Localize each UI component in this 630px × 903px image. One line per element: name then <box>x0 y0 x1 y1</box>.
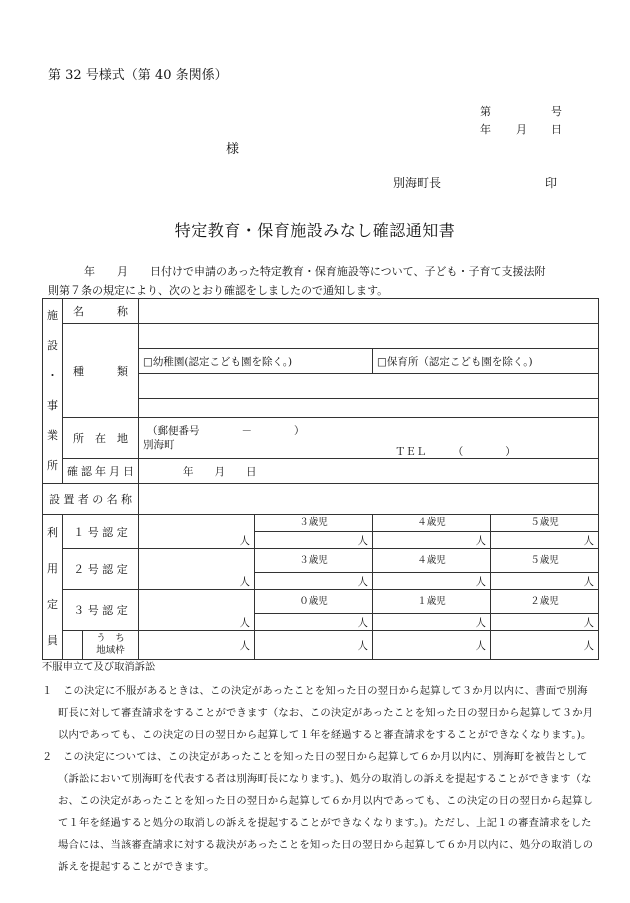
form-number: 第 32 号様式（第 40 条関係） <box>48 68 228 83</box>
cert2-total-unit[interactable]: 人 <box>139 549 255 590</box>
type-blank-row-2[interactable] <box>139 374 599 399</box>
document-title: 特定教育・保育施設みなし確認通知書 <box>174 221 456 240</box>
appeal-notice <box>42 656 594 878</box>
cert2-age-header-4: ４歳児 <box>373 549 491 573</box>
cert2-age4-unit[interactable]: 人 <box>373 573 491 590</box>
issuer-name: 別海町長 <box>393 176 442 190</box>
appeal-title: 不服申立て及び取消訴訟 <box>42 661 156 673</box>
cert1-label: １ 号 認 定 <box>63 515 139 549</box>
name-field[interactable] <box>139 299 599 324</box>
cert3-total-unit[interactable]: 人 <box>139 590 255 631</box>
cert3-age2-unit[interactable]: 人 <box>491 614 599 631</box>
confirm-date-field[interactable]: 年 月 日 <box>139 459 599 484</box>
cert3-label: ３ 号 認 定 <box>63 590 139 631</box>
confirm-date-label: 確認年月日 <box>63 459 139 484</box>
doc-number-go: 号 <box>551 105 562 118</box>
cert3-age-header-0: ０歳児 <box>255 590 373 614</box>
regional-total-unit[interactable]: 人 <box>139 631 255 660</box>
cert3-age0-unit[interactable]: 人 <box>255 614 373 631</box>
appeal-item-1: １ この決定に不服があるときは、この決定があったことを知った日の翌日から起算して３か月以内に、書面で別海町長に対して審査請求をすることができます（なお、この決定があったことを知った日の翌日から起算して３か月以内であっても、この決定の日の翌日から起算して１年を経過すると審査請求をすることができなくなります。)。 <box>42 685 594 741</box>
cert1-total-unit[interactable]: 人 <box>139 515 255 549</box>
appeal-item-2: ２ この決定については、この決定があったことを知った日の翌日から起算して６か月以内に、別海町を被告として（訴訟において別海町を代表する者は別海町長になります。)、処分の取消しの訴えを提起することができます（なお、この決定があったことを知った日の翌日から起算して６か月以内であっても、この決定の日の翌日から起算して１年を経過すると処分の取消しの訴えを提起することができなくなります。)。ただし、上記１の審査請求をした場合には、当該審査請求に対する裁決があったことを知った日の翌日から起算して６か月以内に、処分の取消しの訴えを提起することができます。 <box>42 751 594 873</box>
cert1-age5-unit[interactable]: 人 <box>491 532 599 549</box>
cert2-age-header-3: ３歳児 <box>255 549 373 573</box>
cert2-age-header-5: ５歳児 <box>491 549 599 573</box>
type-option-nursery[interactable]: □保育所（認定こども園を除く。) <box>373 349 599 374</box>
seal-mark: 印 <box>545 176 558 190</box>
doc-number-dai: 第 <box>480 105 491 118</box>
operator-label: 設置者の名称 <box>43 484 139 515</box>
capacity-group-label: 利 用 定 員 <box>43 515 63 660</box>
regional-age0-unit[interactable]: 人 <box>255 631 373 660</box>
regional-age2-unit[interactable]: 人 <box>491 631 599 660</box>
addressee-honorific: 様 <box>226 142 240 157</box>
intro-line-2: 則第７条の規定により、次のとおり確認をしましたので通知します。 <box>48 284 389 297</box>
cert1-age-header-5: ５歳児 <box>491 515 599 532</box>
name-label: 名 称 <box>63 299 139 324</box>
type-blank-row-1[interactable] <box>139 324 599 349</box>
operator-field[interactable] <box>139 484 599 515</box>
type-label: 種 類 <box>63 324 139 418</box>
cert1-age-header-3: ３歳児 <box>255 515 373 532</box>
cert1-age4-unit[interactable]: 人 <box>373 532 491 549</box>
regional-label: う ち 地域枠 <box>83 631 139 660</box>
cert2-label: ２ 号 認 定 <box>63 549 139 590</box>
facility-group-label: 施 設 ・ 事 業 所 <box>43 299 63 484</box>
location-label: 所在地 <box>63 418 139 459</box>
cert1-age3-unit[interactable]: 人 <box>255 532 373 549</box>
intro-line-1: 年 月 日付けで申請のあった特定教育・保育施設等について、子ども・子育て支援法附 <box>84 265 546 278</box>
tel-label: ＴＥＬ （ ） <box>395 446 516 458</box>
cert3-age1-unit[interactable]: 人 <box>373 614 491 631</box>
cert3-age-header-1: １歳児 <box>373 590 491 614</box>
intro-paragraph <box>48 262 608 300</box>
date-year-label: 年 <box>480 123 491 136</box>
cert1-age-header-4: ４歳児 <box>373 515 491 532</box>
postal-code-label: （郵便番号 － ） <box>147 425 305 437</box>
date-day-label: 日 <box>551 123 562 136</box>
type-blank-row-3[interactable] <box>139 399 599 418</box>
cert3-age-header-2: ２歳児 <box>491 590 599 614</box>
type-option-kindergarten[interactable]: □幼稚園(認定こども園を除く。) <box>139 349 373 374</box>
cert2-age3-unit[interactable]: 人 <box>255 573 373 590</box>
facility-form-table <box>42 298 599 660</box>
regional-age1-unit[interactable]: 人 <box>373 631 491 660</box>
cert2-age5-unit[interactable]: 人 <box>491 573 599 590</box>
town-label: 別海町 <box>143 439 175 451</box>
location-field[interactable] <box>139 418 599 459</box>
date-month-label: 月 <box>516 123 527 136</box>
